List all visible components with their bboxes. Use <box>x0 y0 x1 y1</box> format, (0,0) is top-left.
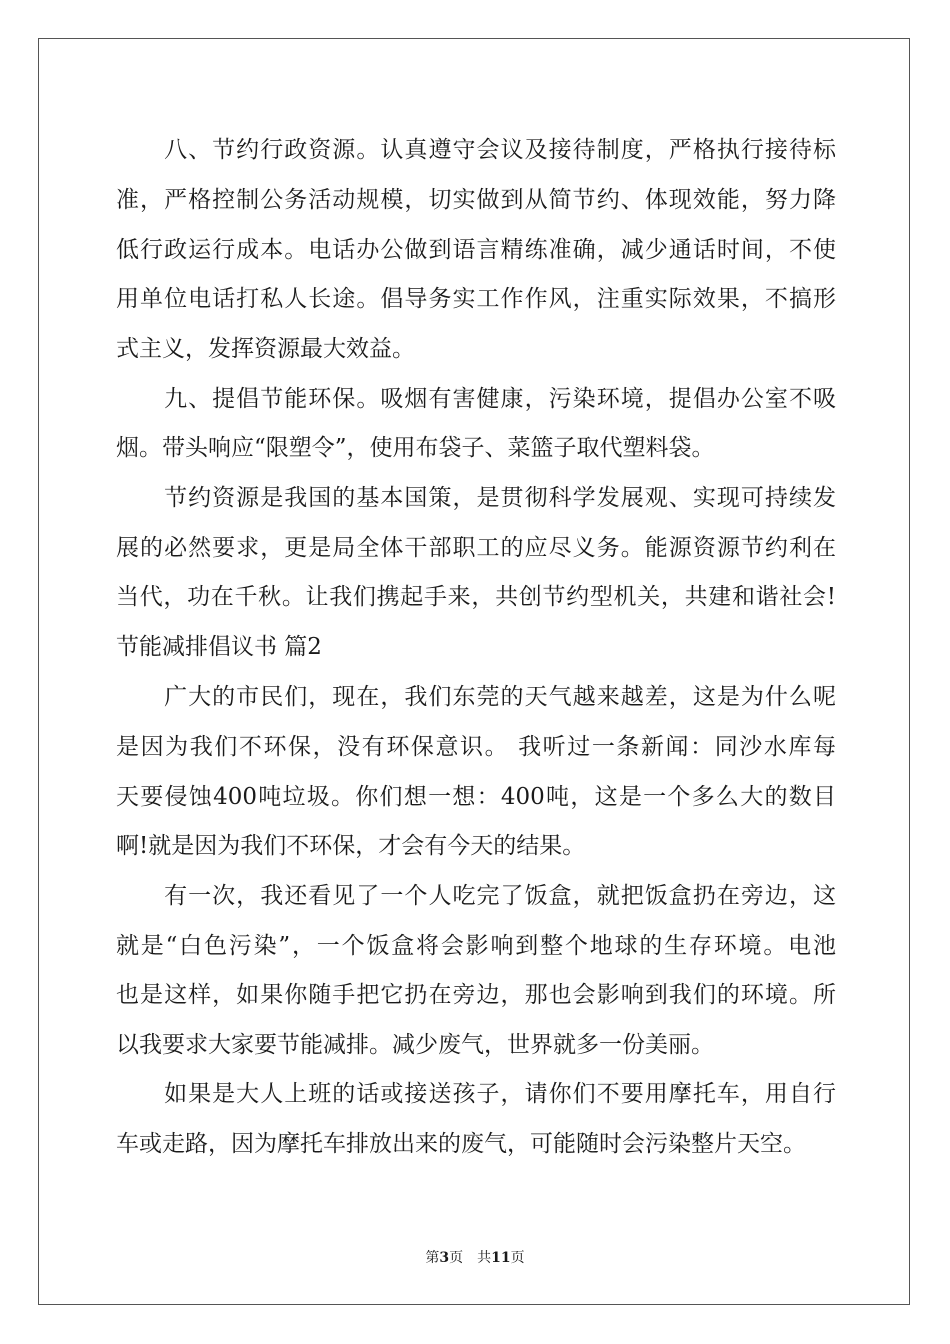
section-heading: 节能减排倡议书 篇2 <box>116 634 322 660</box>
body-text-line: 就是“白色污染”，一个饭盒将会影响到整个地球的生存环境。电池 <box>116 933 836 959</box>
body-text-line: 是因为我们不环保，没有环保意识。 我听过一条新闻：同沙水库每 <box>116 734 836 760</box>
body-text-line: 有一次，我还看见了一个人吃完了饭盒，就把饭盒扔在旁边，这 <box>116 883 836 909</box>
body-text-line: 九、提倡节能环保。吸烟有害健康，污染环境，提倡办公室不吸 <box>116 386 836 412</box>
body-text-line: 也是这样，如果你随手把它扔在旁边，那也会影响到我们的环境。所 <box>116 982 836 1008</box>
body-text-line: 天要侵蚀400吨垃圾。你们想一想：400吨，这是一个多么大的数目 <box>116 784 836 810</box>
body-text-line: 烟。带头响应“限塑令”，使用布袋子、菜篮子取代塑料袋。 <box>116 435 715 461</box>
footer-text: 页 <box>510 1250 525 1266</box>
body-text-line: 八、节约行政资源。认真遵守会议及接待制度，严格执行接待标 <box>116 137 836 163</box>
total-page-count: 11 <box>491 1250 511 1266</box>
body-text-line: 节约资源是我国的基本国策，是贯彻科学发展观、实现可持续发 <box>116 485 836 511</box>
body-text-line: 以我要求大家要节能减排。减少废气，世界就多一份美丽。 <box>116 1032 714 1058</box>
page-border <box>38 38 910 1305</box>
body-text-line: 广大的市民们，现在，我们东莞的天气越来越差，这是为什么呢 <box>116 684 836 710</box>
body-text-line: 车或走路，因为摩托车排放出来的废气，可能随时会污染整片天空。 <box>116 1131 806 1157</box>
body-text-line: 当代，功在千秋。让我们携起手来，共创节约型机关，共建和谐社会! <box>116 584 836 610</box>
body-text-line: 啊!就是因为我们不环保，才会有今天的结果。 <box>116 833 586 859</box>
body-text-line: 低行政运行成本。电话办公做到语言精练准确，减少通话时间，不使 <box>116 237 836 263</box>
body-text-line: 如果是大人上班的话或接送孩子，请你们不要用摩托车，用自行 <box>116 1081 836 1107</box>
page-footer <box>0 1249 950 1267</box>
body-text-line: 准，严格控制公务活动规模，切实做到从简节约、体现效能，努力降 <box>116 187 836 213</box>
footer-text: 第 <box>425 1250 440 1266</box>
current-page-number: 3 <box>439 1250 450 1266</box>
footer-text: 页 共 <box>449 1250 492 1266</box>
body-text-line: 用单位电话打私人长途。倡导务实工作作风，注重实际效果，不搞形 <box>116 286 836 312</box>
body-text-line: 式主义，发挥资源最大效益。 <box>116 336 415 362</box>
body-text-line: 展的必然要求，更是局全体干部职工的应尽义务。能源资源节约利在 <box>116 535 836 561</box>
